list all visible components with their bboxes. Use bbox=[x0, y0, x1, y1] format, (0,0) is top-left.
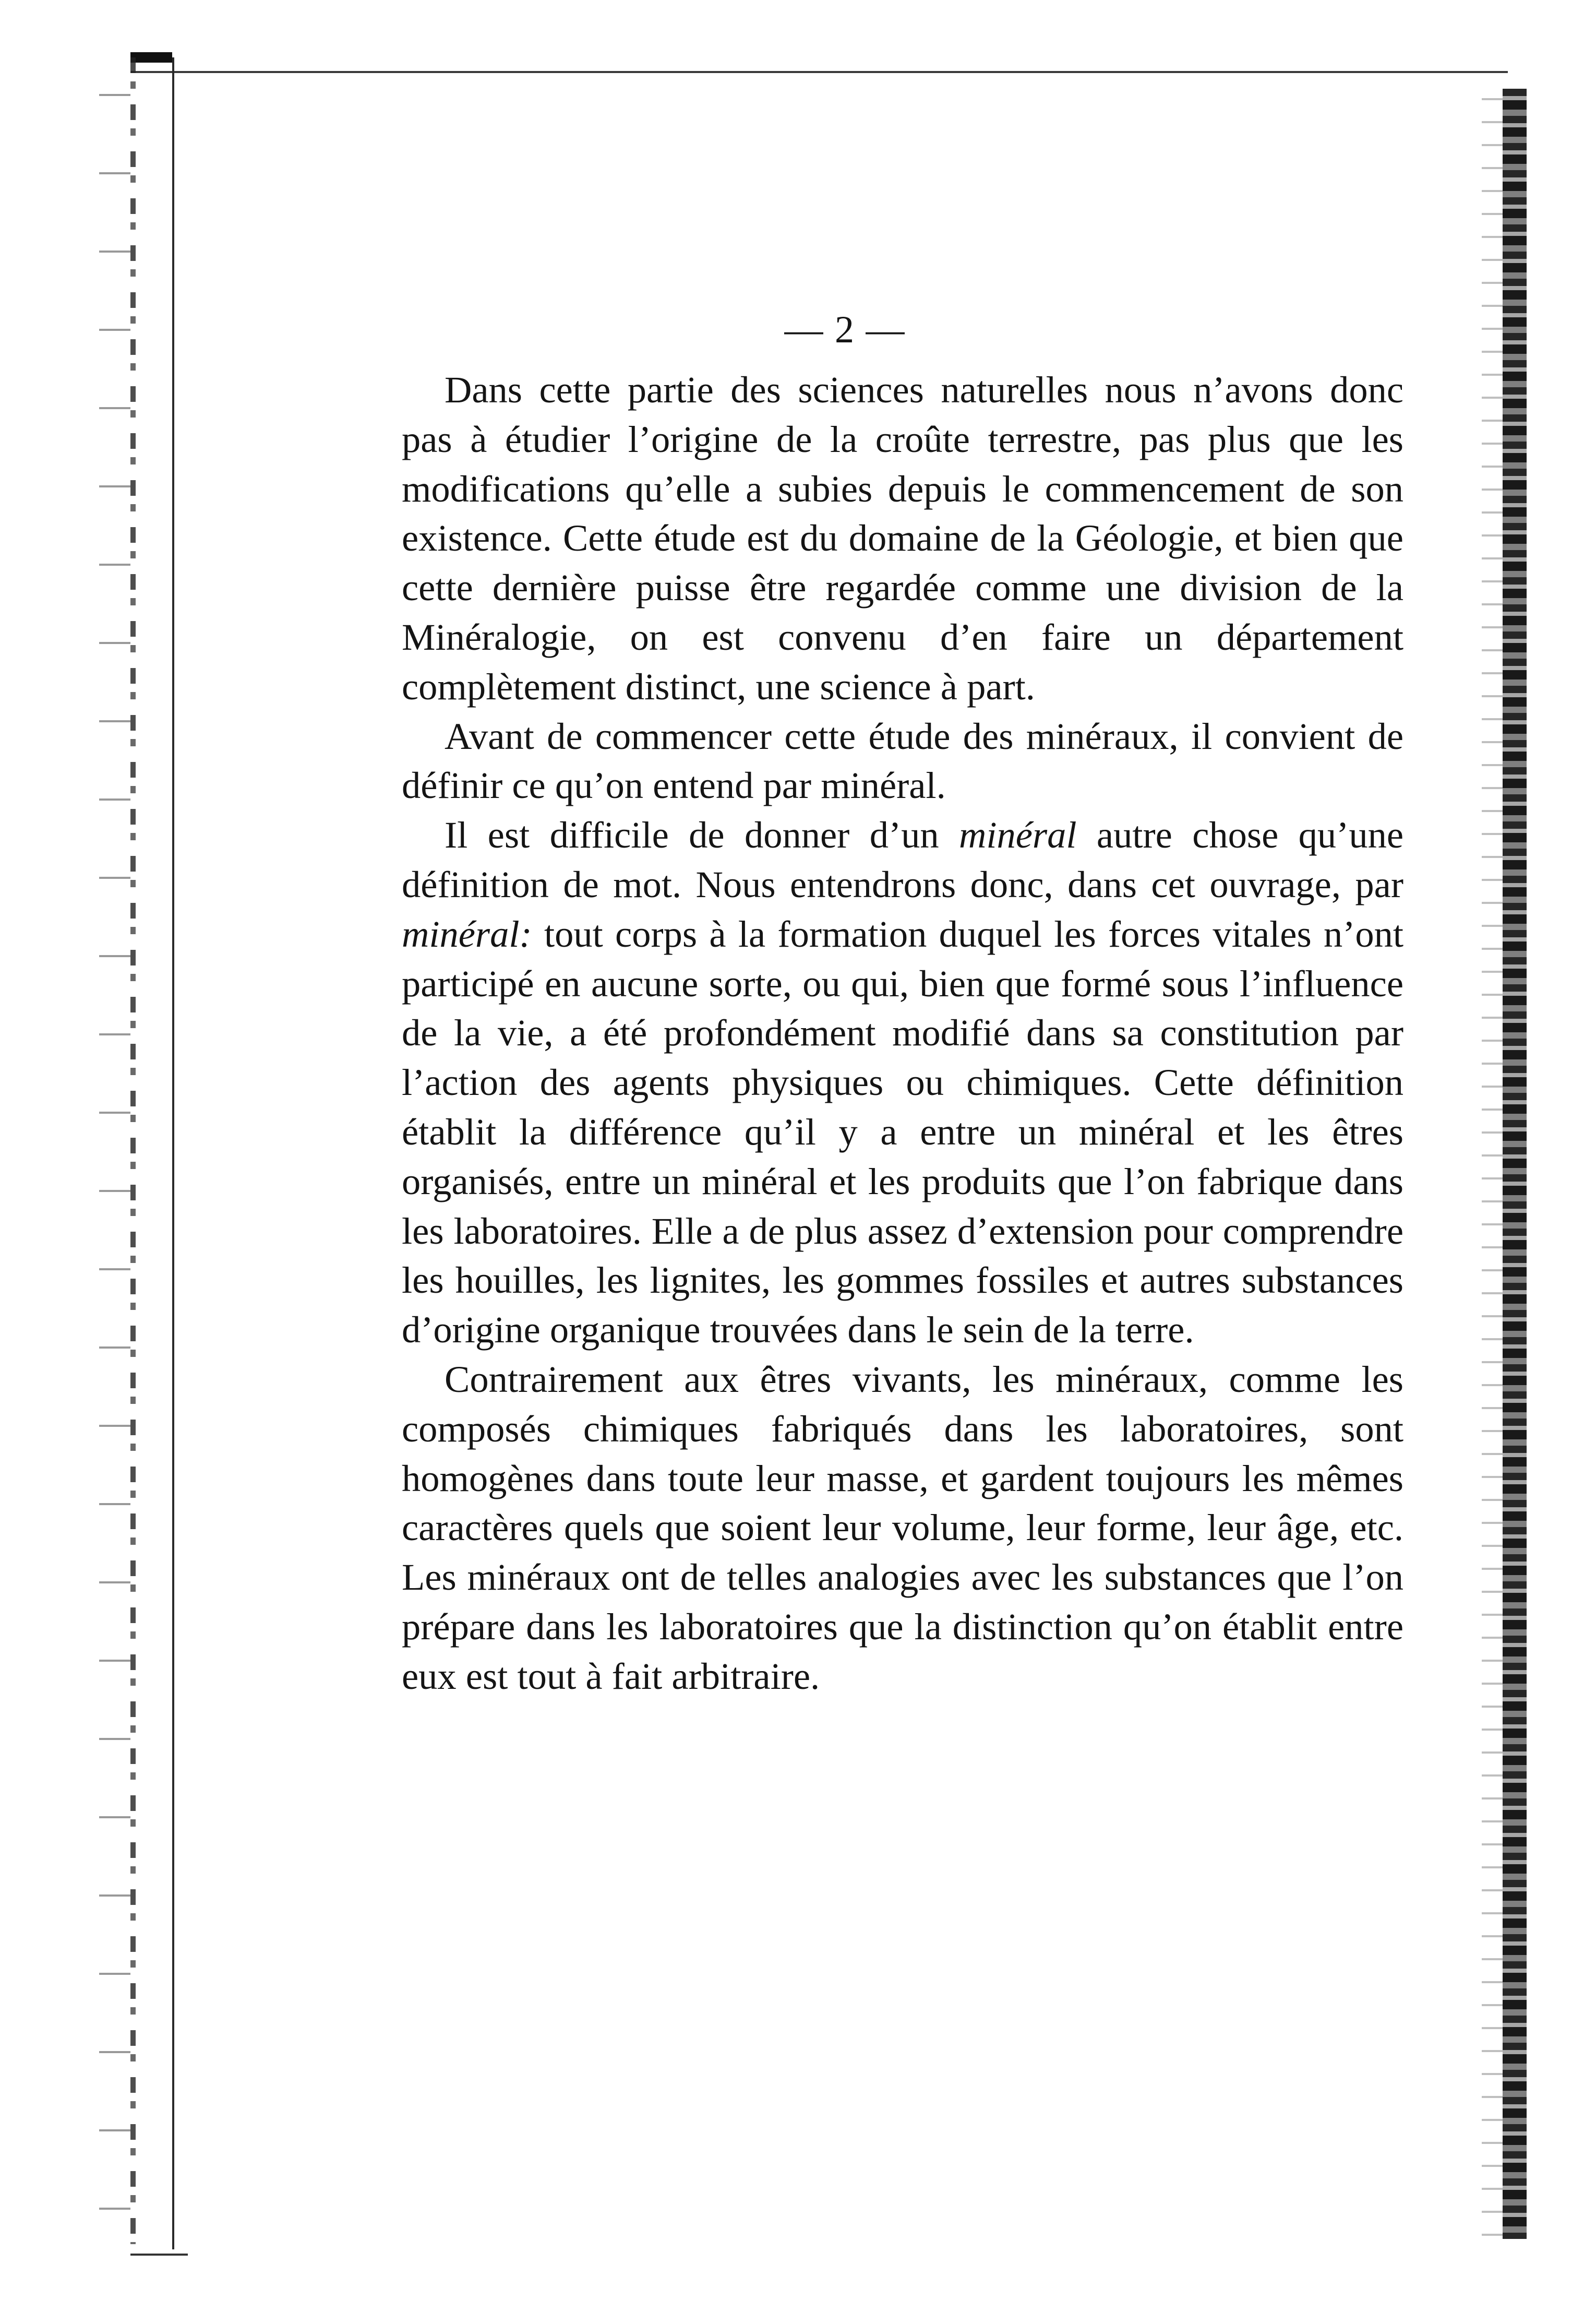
scan-binding-edge bbox=[130, 57, 136, 2244]
scan-left-speckle bbox=[99, 57, 130, 2249]
paragraph-3-text-e: tout corps à la formation duquel les forces vitales n’ont participé en aucune sorte, ou qui, bien que formé sous l’influence de la vie, a été profondément modifié dans sa constitution par l’action des agents physiques ou chimiques. Cette définition établit la différence qu’il y a entre un minéral et les êtres organisés, entre un minéral et les produits que l’on fabrique dans les laboratoires. Elle a de plus assez d’extension pour comprendre les houilles, les lignites, les gommes fossiles et autres substances d’origine organique trouvées dans le sein de la terre. bbox=[402, 912, 1403, 1351]
scan-top-border bbox=[130, 71, 1508, 73]
scan-bottom-mark bbox=[130, 2254, 188, 2256]
paragraph-3-text-a: Il est difficile de donner d’un bbox=[445, 814, 959, 856]
scan-corner-mark bbox=[130, 52, 172, 63]
italic-term-mineral: minéral bbox=[958, 814, 1077, 856]
paragraph-1: Dans cette partie des sciences naturelles nous n’avons donc pas à étudier l’origine de la croûte terrestre, pas plus que les modifications qu’elle a subies depuis le commencement de son existence. Cette étude est du domaine de la Géologie, et bien que cette dernière puisse être regardée comme une division de la Minéralogie, on est convenu d’en faire un département complètement distinct, une science à part. bbox=[402, 368, 1403, 708]
scan-right-shadow bbox=[1482, 89, 1503, 2239]
paragraph-4: Contrairement aux êtres vivants, les minéraux, comme les composés chimiques fabriqués dans les laboratoires, sont homogènes dans toute leur masse, et gardent toujours les mêmes caractères quels que soient leur volume, leur forme, leur âge, etc. Les minéraux ont de telles analogies avec les substances que l’on prépare dans les laboratoires que la distinction qu’on établit entre eux est tout à fait arbitraire. bbox=[402, 1357, 1403, 1697]
scan-left-border bbox=[172, 57, 174, 2249]
paragraph-3-text-c: autre chose qu’une définition de mot. Nous entendrons donc, dans cet ouvrage, par bbox=[402, 814, 1403, 905]
body-text bbox=[402, 365, 1403, 1701]
italic-term-mineral-colon: minéral: bbox=[402, 912, 532, 955]
page-number: — 2 — bbox=[784, 308, 906, 351]
paragraph-2: Avant de commencer cette étude des minéraux, il convient de définir ce qu’on entend par minéral. bbox=[402, 714, 1403, 807]
scan-right-edge bbox=[1503, 89, 1527, 2239]
paragraph-3 bbox=[402, 811, 1403, 1355]
